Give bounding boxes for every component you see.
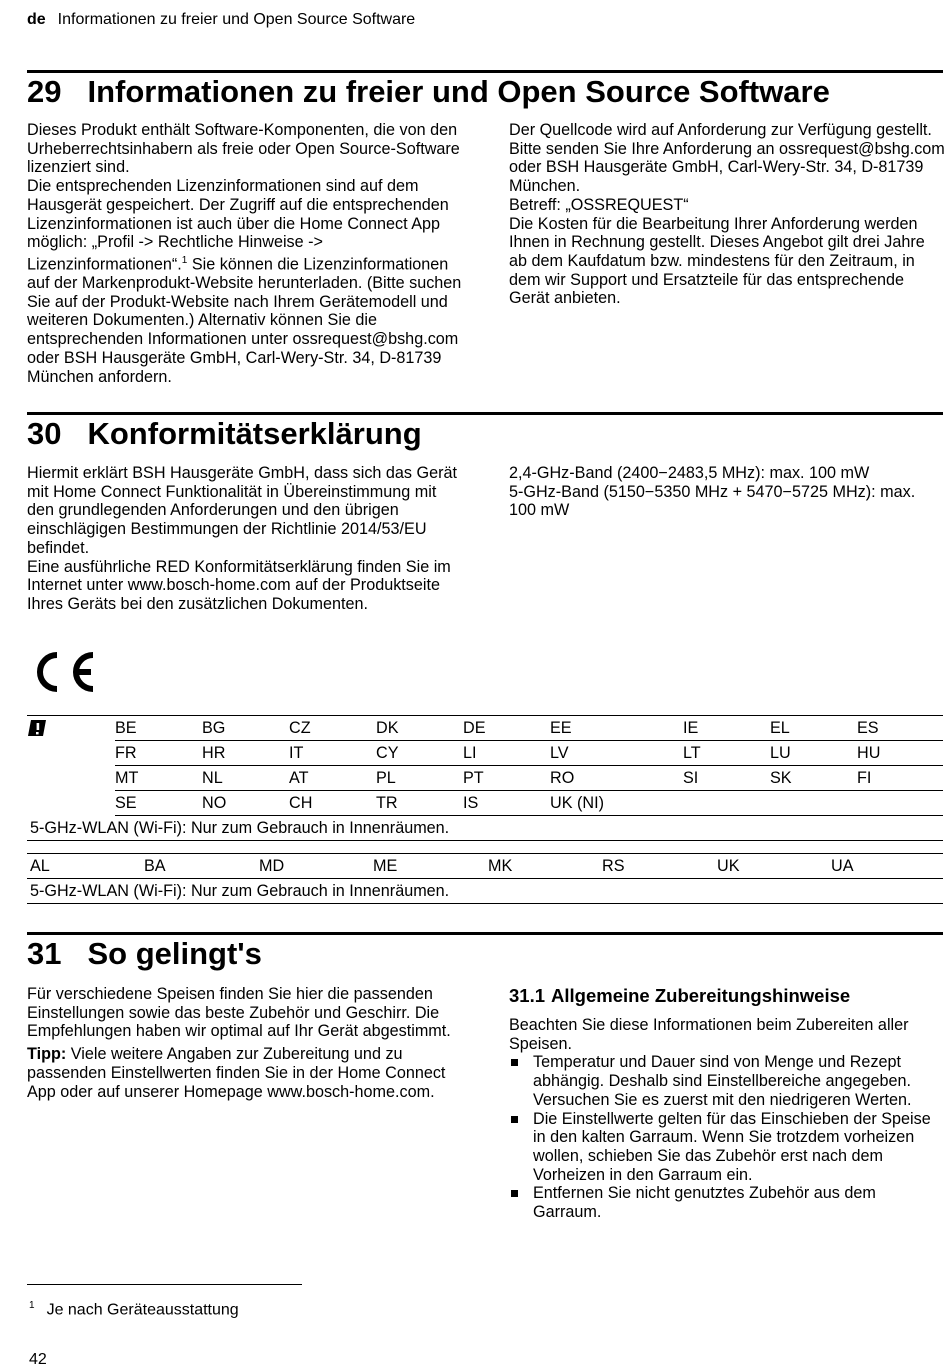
country-code: NO bbox=[202, 791, 289, 816]
country-code: BE bbox=[115, 716, 202, 741]
footnote-text: Je nach Geräteausstattung bbox=[46, 1301, 239, 1319]
section-31-heading bbox=[27, 936, 262, 972]
section-29-paragraph: Dieses Produkt enthält Software-Komponenten, die von den Urheberrechtsinhabern als freie oder Open Source-Software lizenziert sind. bbox=[27, 121, 460, 177]
section-30-paragraph: Eine ausführliche RED Konformitätserklärung finden Sie im Internet unter www.bosch-home.com auf der Produktseite Ihres Geräts bei den zusätzlichen Dokumenten. bbox=[27, 557, 451, 613]
country-code: CZ bbox=[289, 716, 376, 741]
section-31-rule bbox=[27, 932, 943, 935]
country-code: UA bbox=[831, 854, 943, 879]
table-note-row bbox=[27, 879, 943, 904]
section-30-right-column bbox=[509, 464, 919, 520]
country-code: RO bbox=[550, 766, 683, 791]
footnote-ref: 1 bbox=[181, 254, 188, 266]
country-code: FR bbox=[115, 741, 202, 766]
restriction-icon-cell bbox=[27, 716, 115, 816]
header-language: de bbox=[27, 11, 46, 28]
section-29-right-column bbox=[509, 121, 945, 308]
header-title: Informationen zu freier und Open Source Software bbox=[57, 11, 416, 28]
section-31-left-column bbox=[27, 985, 459, 1101]
country-code: BG bbox=[202, 716, 289, 741]
country-code: IT bbox=[289, 741, 376, 766]
country-code: LT bbox=[683, 741, 770, 766]
section-31-title: So gelingt's bbox=[87, 936, 262, 971]
section-30-title: Konformitätserklärung bbox=[87, 416, 422, 451]
table-row bbox=[27, 791, 943, 816]
country-code: MK bbox=[488, 854, 602, 879]
country-code: LI bbox=[463, 741, 550, 766]
tip-label: Tipp: bbox=[27, 1045, 67, 1064]
list-item: Temperatur und Dauer sind von Menge und Rezept abhängig. Deshalb sind Einstellbereiche angegeben. Versuchen Sie es zuerst mit den niedrigeren Werten. bbox=[509, 1053, 945, 1109]
table-row bbox=[27, 854, 943, 879]
country-code: MT bbox=[115, 766, 202, 791]
table-note-row bbox=[27, 816, 943, 841]
list-item: Die Einstellwerte gelten für das Einschieben der Speise in den kalten Garraum. Wenn Sie trotzdem vorheizen wollen, schieben Sie das Zubehör erst nach dem Vorheizen in den Garraum ein. bbox=[509, 1110, 945, 1185]
preparation-tips-list bbox=[509, 1053, 945, 1221]
page-number: 42 bbox=[29, 1351, 47, 1368]
tip-text: Viele weitere Angaben zur Zubereitung und zu passenden Einstellwerten finden Sie in der Home Connect App oder auf unserer Homepage www.bosch-home.com. bbox=[27, 1045, 446, 1101]
wlan-indoor-note: 5-GHz-WLAN (Wi-Fi): Nur zum Gebrauch in Innenräumen. bbox=[27, 816, 943, 841]
table-row bbox=[27, 741, 943, 766]
list-item: Entfernen Sie nicht genutztes Zubehör aus dem Garraum. bbox=[509, 1184, 945, 1221]
section-31-intro: Für verschiedene Speisen finden Sie hier die passenden Einstellungen sowie das beste Zubehör und Geschirr. Die Empfehlungen haben wir optimal auf Ihr Gerät abgestimmt. bbox=[27, 985, 451, 1041]
section-30-paragraph: Hiermit erklärt BSH Hausgeräte GmbH, dass sich das Gerät mit Home Connect Funktionalität in Übereinstimmung mit den grundlegenden Anforderungen und den übrigen einschlägigen Bestimmungen der Richtlinie 2014/53/EU befindet. bbox=[27, 464, 458, 557]
section-30-number: 30 bbox=[27, 416, 62, 451]
subsection-title: Allgemeine Zubereitungshinweise bbox=[551, 985, 851, 1006]
country-code bbox=[683, 791, 770, 816]
paragraph-text: Die entsprechenden Lizenzinformationen sind auf dem Hausgerät gespeichert. Der Zugriff auf die entsprechenden Lizenzinformationen ist auch über die Home Connect App möglich: „Profil -> Rechtliche Hinweise -> Lizenzinformationen“. bbox=[27, 177, 449, 274]
section-29-paragraph: Die Kosten für die Bearbeitung Ihrer Anforderung werden Ihnen in Rechnung gestellt. Dieses Angebot gilt drei Jahre ab dem Kaufdatum bzw. mindestens für den Zeitraum, in dem wir Support und Ersatzteile für das entsprechende Gerät anbieten. bbox=[509, 214, 925, 308]
section-29-paragraph: Der Quellcode wird auf Anforderung zur Verfügung gestellt. bbox=[509, 121, 932, 139]
footnote bbox=[29, 1300, 239, 1319]
section-29-left-column bbox=[27, 121, 465, 386]
country-code: SE bbox=[115, 791, 202, 816]
country-code: SK bbox=[770, 766, 857, 791]
country-table-non-eu bbox=[27, 853, 943, 904]
subsection-number: 31.1 bbox=[509, 985, 546, 1006]
country-code: AL bbox=[27, 854, 144, 879]
country-code: CY bbox=[376, 741, 463, 766]
section-29-title: Informationen zu freier und Open Source Software bbox=[87, 74, 830, 109]
country-table-eu bbox=[27, 715, 943, 841]
country-code: UK (NI) bbox=[550, 791, 683, 816]
country-code: UK bbox=[717, 854, 831, 879]
frequency-band-line: 2,4-GHz-Band (2400−2483,5 MHz): max. 100 mW bbox=[509, 464, 870, 482]
tip-paragraph bbox=[27, 1045, 459, 1101]
subsection-intro: Beachten Sie diese Informationen beim Zubereiten aller Speisen. bbox=[509, 1016, 909, 1053]
country-code: ES bbox=[857, 716, 943, 741]
country-code: LU bbox=[770, 741, 857, 766]
section-29-number: 29 bbox=[27, 74, 62, 109]
footnote-rule bbox=[27, 1284, 302, 1285]
country-code: BA bbox=[144, 854, 259, 879]
indoor-restriction-icon bbox=[27, 719, 47, 737]
footnote-mark: 1 bbox=[29, 1300, 35, 1311]
country-code: MD bbox=[259, 854, 373, 879]
country-code: FI bbox=[857, 766, 943, 791]
section-29-paragraph bbox=[27, 177, 465, 386]
subsection-31-1-heading bbox=[509, 985, 850, 1007]
table-row bbox=[27, 716, 943, 741]
subsection-31-1-body bbox=[509, 1016, 945, 1222]
ce-mark-icon bbox=[27, 648, 97, 696]
country-code: IS bbox=[463, 791, 550, 816]
country-code: DK bbox=[376, 716, 463, 741]
country-code: PL bbox=[376, 766, 463, 791]
section-29-paragraph: Bitte senden Sie Ihre Anforderung an ossrequest@bshg.com oder BSH Hausgeräte GmbH, Carl-Wery-Str. 34, D-81739 München. bbox=[509, 139, 945, 196]
section-29-rule bbox=[27, 70, 943, 73]
running-header bbox=[27, 11, 415, 29]
country-code: HR bbox=[202, 741, 289, 766]
section-30-left-column bbox=[27, 464, 463, 614]
section-29-paragraph: Betreff: „OSSREQUEST“ bbox=[509, 195, 689, 214]
country-code: NL bbox=[202, 766, 289, 791]
section-29-heading bbox=[27, 74, 830, 110]
country-code: ME bbox=[373, 854, 488, 879]
country-code: TR bbox=[376, 791, 463, 816]
country-code bbox=[857, 791, 943, 816]
country-code: DE bbox=[463, 716, 550, 741]
country-code: CH bbox=[289, 791, 376, 816]
frequency-band-line: 5-GHz-Band (5150−5350 MHz + 5470−5725 MHz): max. 100 mW bbox=[509, 482, 916, 520]
country-code: PT bbox=[463, 766, 550, 791]
section-31-number: 31 bbox=[27, 936, 62, 971]
paragraph-text: Sie können die Lizenzinformationen auf der Markenprodukt-Website herunterladen. (Bitte suchen Sie auf der Produkt-Website nach Ihrem Gerätemodell und weiteren Dokumenten.) Alternativ können Sie die entsprechenden Informationen unter ossrequest@bshg.com oder BSH Hausgeräte GmbH, Carl-Wery-Str. 34, D-81739 München anfordern. bbox=[27, 255, 462, 386]
country-code: AT bbox=[289, 766, 376, 791]
country-code: EL bbox=[770, 716, 857, 741]
country-code: EE bbox=[550, 716, 683, 741]
country-code: IE bbox=[683, 716, 770, 741]
country-code: LV bbox=[550, 741, 683, 766]
country-code: RS bbox=[602, 854, 717, 879]
section-30-heading bbox=[27, 416, 422, 452]
country-code bbox=[770, 791, 857, 816]
table-row bbox=[27, 766, 943, 791]
section-30-rule bbox=[27, 412, 943, 415]
country-code: HU bbox=[857, 741, 943, 766]
country-code: SI bbox=[683, 766, 770, 791]
wlan-indoor-note: 5-GHz-WLAN (Wi-Fi): Nur zum Gebrauch in Innenräumen. bbox=[27, 879, 943, 904]
